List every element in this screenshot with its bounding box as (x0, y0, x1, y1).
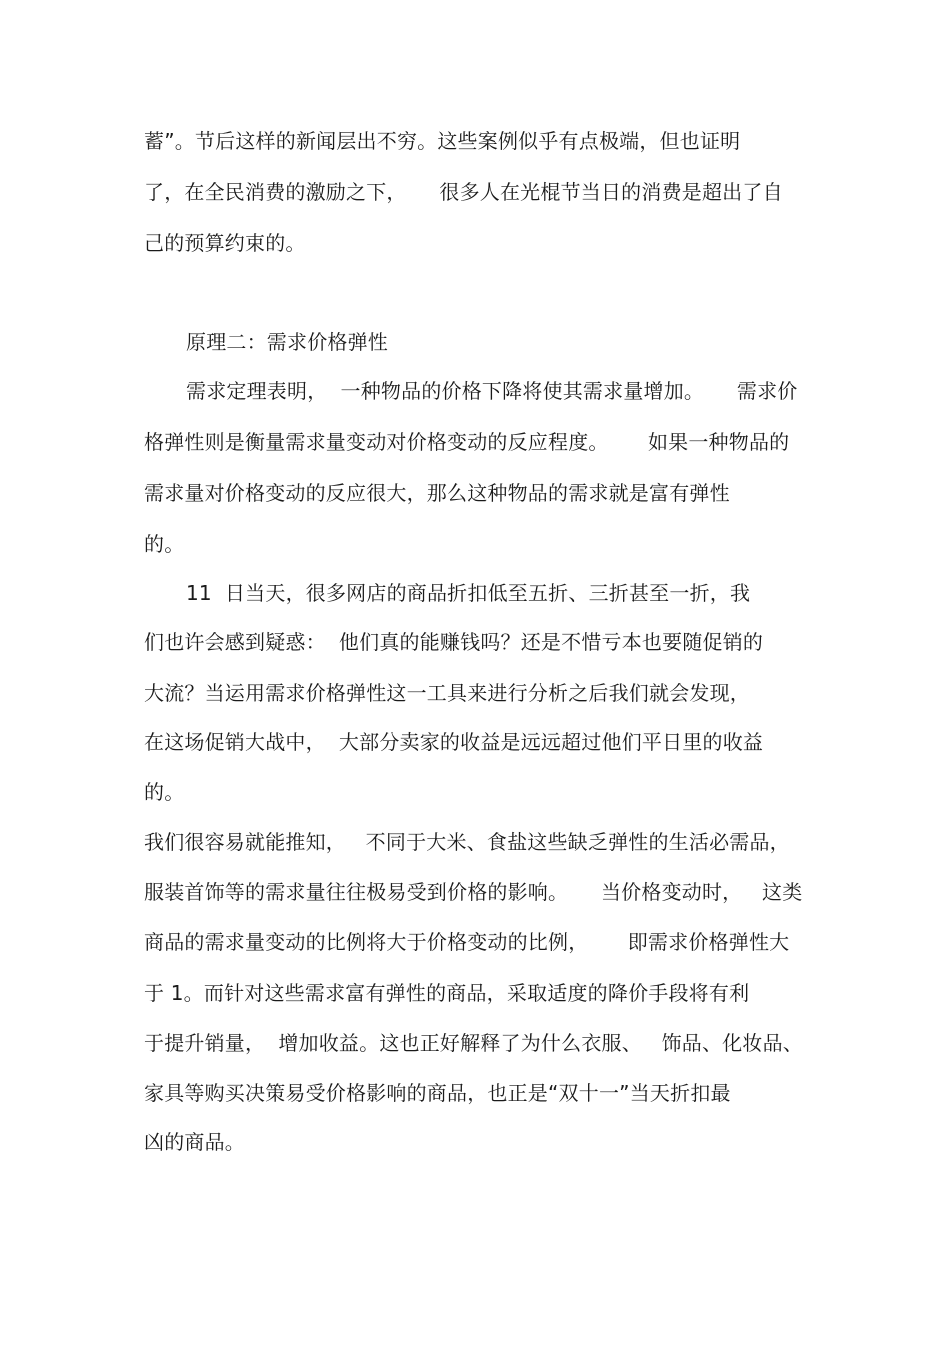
text-line: 凶的商品。 (144, 1130, 245, 1154)
text-line: 11 日当天，很多网店的商品折扣低至五折、三折甚至一折，我 (186, 581, 751, 605)
text-line: 了，在全民消费的激励之下， 很多人在光棍节当日的消费是超出了自 (144, 180, 783, 204)
text-line: 大流？当运用需求价格弹性这一工具来进行分析之后我们就会发现， (144, 681, 750, 705)
text-line: 家具等购买决策易受价格影响的商品，也正是“双十一”当天折扣最 (144, 1081, 731, 1105)
text-line: 需求定理表明， 一种物品的价格下降将使其需求量增加。 需求价 (186, 379, 798, 403)
text-line: 的。 (144, 532, 185, 556)
text-line: 于提升销量， 增加收益。这也正好解释了为什么衣服、 饰品、化妆品、 (144, 1031, 803, 1055)
text-line: 格弹性则是衡量需求量变动对价格变动的反应程度。 如果一种物品的 (144, 430, 790, 454)
text-line: 己的预算约束的。 (144, 231, 306, 255)
text-line: 们也许会感到疑惑： 他们真的能赚钱吗？还是不惜亏本也要随促销的 (144, 630, 764, 654)
text-line: 需求量对价格变动的反应很大，那么这种物品的需求就是富有弹性 (144, 481, 730, 505)
text-line: 商品的需求量变动的比例将大于价格变动的比例， 即需求价格弹性大 (144, 930, 790, 954)
text-line: 于 1。而针对这些需求富有弹性的商品，采取适度的降价手段将有利 (144, 981, 750, 1005)
section-heading: 原理二：需求价格弹性 (186, 330, 388, 354)
text-line: 蓄”。节后这样的新闻层出不穷。这些案例似乎有点极端，但也证明 (144, 129, 741, 153)
text-line: 的。 (144, 780, 185, 804)
text-line: 我们很容易就能推知， 不同于大米、食盐这些缺乏弹性的生活必需品， (144, 830, 790, 854)
text-line: 服装首饰等的需求量往往极易受到价格的影响。 当价格变动时， 这类 (144, 880, 803, 904)
text-line: 在这场促销大战中， 大部分卖家的收益是远远超过他们平日里的收益 (144, 730, 764, 754)
